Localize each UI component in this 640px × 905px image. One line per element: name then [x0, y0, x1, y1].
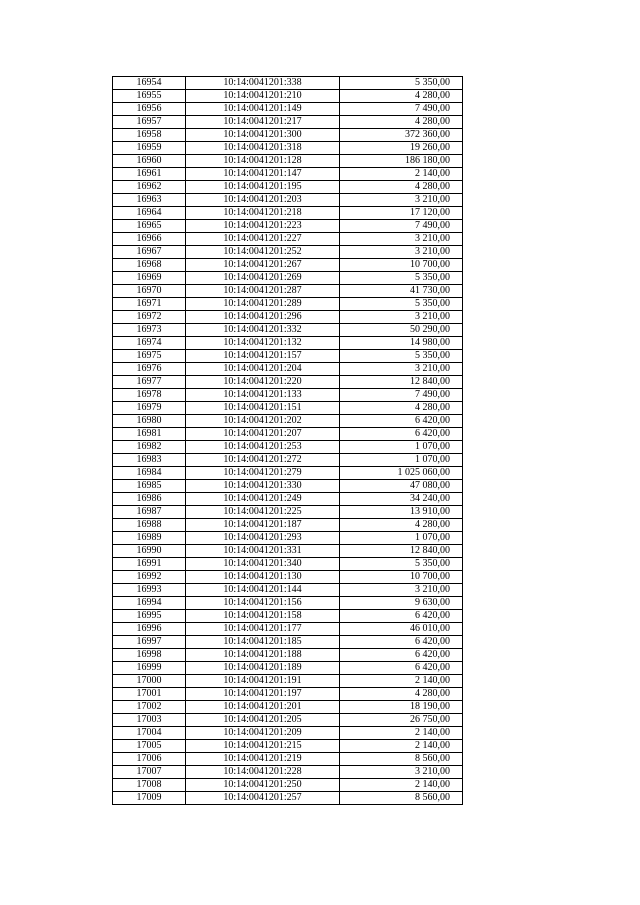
table-row	[113, 350, 463, 363]
table-row	[113, 766, 463, 779]
row-number-cell: 17008	[113, 779, 186, 792]
table-row	[113, 181, 463, 194]
cadastral-number-cell: 10:14:0041201:187	[186, 519, 340, 532]
value-cell: 7 490,00	[340, 220, 463, 233]
row-number-cell: 16977	[113, 376, 186, 389]
row-number-cell: 16957	[113, 116, 186, 129]
row-number-cell: 16990	[113, 545, 186, 558]
cadastral-number-cell: 10:14:0041201:149	[186, 103, 340, 116]
table-row	[113, 649, 463, 662]
value-cell: 6 420,00	[340, 415, 463, 428]
value-cell: 3 210,00	[340, 194, 463, 207]
value-cell: 6 420,00	[340, 428, 463, 441]
row-number-cell: 16985	[113, 480, 186, 493]
row-number-cell: 16967	[113, 246, 186, 259]
value-cell: 6 420,00	[340, 610, 463, 623]
cadastral-number-cell: 10:14:0041201:340	[186, 558, 340, 571]
value-cell: 12 840,00	[340, 376, 463, 389]
cadastral-number-cell: 10:14:0041201:332	[186, 324, 340, 337]
value-cell: 17 120,00	[340, 207, 463, 220]
value-cell: 5 350,00	[340, 558, 463, 571]
cadastral-number-cell: 10:14:0041201:272	[186, 454, 340, 467]
row-number-cell: 16954	[113, 77, 186, 90]
table-row	[113, 467, 463, 480]
value-cell: 50 290,00	[340, 324, 463, 337]
row-number-cell: 16972	[113, 311, 186, 324]
cadastral-number-cell: 10:14:0041201:201	[186, 701, 340, 714]
row-number-cell: 17007	[113, 766, 186, 779]
row-number-cell: 16980	[113, 415, 186, 428]
row-number-cell: 16968	[113, 259, 186, 272]
row-number-cell: 16995	[113, 610, 186, 623]
row-number-cell: 16993	[113, 584, 186, 597]
row-number-cell: 16987	[113, 506, 186, 519]
row-number-cell: 16961	[113, 168, 186, 181]
cadastral-number-cell: 10:14:0041201:210	[186, 90, 340, 103]
row-number-cell: 17002	[113, 701, 186, 714]
cadastral-number-cell: 10:14:0041201:318	[186, 142, 340, 155]
row-number-cell: 16963	[113, 194, 186, 207]
table-row	[113, 415, 463, 428]
value-cell: 2 140,00	[340, 727, 463, 740]
table-row	[113, 363, 463, 376]
row-number-cell: 16978	[113, 389, 186, 402]
cadastral-number-cell: 10:14:0041201:203	[186, 194, 340, 207]
table-row	[113, 142, 463, 155]
cadastral-number-cell: 10:14:0041201:205	[186, 714, 340, 727]
value-cell: 4 280,00	[340, 402, 463, 415]
row-number-cell: 16997	[113, 636, 186, 649]
cadastral-number-cell: 10:14:0041201:296	[186, 311, 340, 324]
value-cell: 46 010,00	[340, 623, 463, 636]
value-cell: 18 190,00	[340, 701, 463, 714]
cadastral-number-cell: 10:14:0041201:218	[186, 207, 340, 220]
table-row	[113, 506, 463, 519]
value-cell: 2 140,00	[340, 779, 463, 792]
table-row	[113, 753, 463, 766]
value-cell: 47 080,00	[340, 480, 463, 493]
row-number-cell: 16974	[113, 337, 186, 350]
row-number-cell: 16973	[113, 324, 186, 337]
table-row	[113, 233, 463, 246]
value-cell: 13 910,00	[340, 506, 463, 519]
cadastral-number-cell: 10:14:0041201:191	[186, 675, 340, 688]
cadastral-number-cell: 10:14:0041201:156	[186, 597, 340, 610]
value-cell: 19 260,00	[340, 142, 463, 155]
row-number-cell: 16960	[113, 155, 186, 168]
row-number-cell: 16989	[113, 532, 186, 545]
row-number-cell: 16981	[113, 428, 186, 441]
value-cell: 9 630,00	[340, 597, 463, 610]
value-cell: 2 140,00	[340, 740, 463, 753]
row-number-cell: 17004	[113, 727, 186, 740]
table-row	[113, 740, 463, 753]
table-row	[113, 727, 463, 740]
value-cell: 14 980,00	[340, 337, 463, 350]
value-cell: 4 280,00	[340, 90, 463, 103]
data-table	[112, 76, 463, 805]
table-row	[113, 389, 463, 402]
value-cell: 1 070,00	[340, 532, 463, 545]
row-number-cell: 17009	[113, 792, 186, 805]
table-row	[113, 558, 463, 571]
row-number-cell: 16979	[113, 402, 186, 415]
value-cell: 4 280,00	[340, 519, 463, 532]
row-number-cell: 16965	[113, 220, 186, 233]
table-row	[113, 311, 463, 324]
row-number-cell: 16971	[113, 298, 186, 311]
value-cell: 10 700,00	[340, 571, 463, 584]
cadastral-number-cell: 10:14:0041201:217	[186, 116, 340, 129]
table-row	[113, 402, 463, 415]
table-row	[113, 168, 463, 181]
row-number-cell: 16976	[113, 363, 186, 376]
row-number-cell: 16983	[113, 454, 186, 467]
cadastral-number-cell: 10:14:0041201:202	[186, 415, 340, 428]
cadastral-number-cell: 10:14:0041201:133	[186, 389, 340, 402]
cadastral-number-cell: 10:14:0041201:269	[186, 272, 340, 285]
cadastral-number-cell: 10:14:0041201:253	[186, 441, 340, 454]
table-row	[113, 272, 463, 285]
value-cell: 8 560,00	[340, 792, 463, 805]
value-cell: 8 560,00	[340, 753, 463, 766]
value-cell: 6 420,00	[340, 662, 463, 675]
row-number-cell: 16959	[113, 142, 186, 155]
table-row	[113, 636, 463, 649]
cadastral-number-cell: 10:14:0041201:130	[186, 571, 340, 584]
cadastral-number-cell: 10:14:0041201:249	[186, 493, 340, 506]
table-row	[113, 116, 463, 129]
table-row	[113, 246, 463, 259]
cadastral-number-cell: 10:14:0041201:257	[186, 792, 340, 805]
table-row	[113, 701, 463, 714]
value-cell: 2 140,00	[340, 675, 463, 688]
cadastral-number-cell: 10:14:0041201:177	[186, 623, 340, 636]
value-cell: 5 350,00	[340, 272, 463, 285]
row-number-cell: 17000	[113, 675, 186, 688]
cadastral-number-cell: 10:14:0041201:228	[186, 766, 340, 779]
row-number-cell: 17006	[113, 753, 186, 766]
cadastral-number-cell: 10:14:0041201:188	[186, 649, 340, 662]
table-row	[113, 285, 463, 298]
value-cell: 4 280,00	[340, 688, 463, 701]
value-cell: 2 140,00	[340, 168, 463, 181]
value-cell: 1 070,00	[340, 454, 463, 467]
cadastral-number-cell: 10:14:0041201:287	[186, 285, 340, 298]
cadastral-number-cell: 10:14:0041201:195	[186, 181, 340, 194]
value-cell: 3 210,00	[340, 363, 463, 376]
value-cell: 3 210,00	[340, 584, 463, 597]
row-number-cell: 16956	[113, 103, 186, 116]
cadastral-number-cell: 10:14:0041201:144	[186, 584, 340, 597]
row-number-cell: 17005	[113, 740, 186, 753]
value-cell: 6 420,00	[340, 649, 463, 662]
table-row	[113, 454, 463, 467]
table-row	[113, 714, 463, 727]
cadastral-number-cell: 10:14:0041201:227	[186, 233, 340, 246]
value-cell: 4 280,00	[340, 116, 463, 129]
table-row	[113, 571, 463, 584]
table-row	[113, 207, 463, 220]
row-number-cell: 16962	[113, 181, 186, 194]
cadastral-number-cell: 10:14:0041201:225	[186, 506, 340, 519]
cadastral-number-cell: 10:14:0041201:209	[186, 727, 340, 740]
row-number-cell: 17001	[113, 688, 186, 701]
table-row	[113, 77, 463, 90]
cadastral-number-cell: 10:14:0041201:204	[186, 363, 340, 376]
value-cell: 26 750,00	[340, 714, 463, 727]
cadastral-number-cell: 10:14:0041201:279	[186, 467, 340, 480]
table-row	[113, 90, 463, 103]
cadastral-number-cell: 10:14:0041201:220	[186, 376, 340, 389]
cadastral-number-cell: 10:14:0041201:250	[186, 779, 340, 792]
cadastral-number-cell: 10:14:0041201:331	[186, 545, 340, 558]
table-row	[113, 792, 463, 805]
row-number-cell: 16969	[113, 272, 186, 285]
table-row	[113, 688, 463, 701]
cadastral-number-cell: 10:14:0041201:197	[186, 688, 340, 701]
value-cell: 1 025 060,00	[340, 467, 463, 480]
value-cell: 7 490,00	[340, 389, 463, 402]
value-cell: 34 240,00	[340, 493, 463, 506]
value-cell: 372 360,00	[340, 129, 463, 142]
row-number-cell: 16998	[113, 649, 186, 662]
table-row	[113, 675, 463, 688]
table-row	[113, 779, 463, 792]
table-row	[113, 623, 463, 636]
row-number-cell: 17003	[113, 714, 186, 727]
value-cell: 3 210,00	[340, 311, 463, 324]
cadastral-number-cell: 10:14:0041201:132	[186, 337, 340, 350]
table-row	[113, 129, 463, 142]
value-cell: 3 210,00	[340, 766, 463, 779]
cadastral-number-cell: 10:14:0041201:330	[186, 480, 340, 493]
table-row	[113, 428, 463, 441]
table-row	[113, 532, 463, 545]
table-row	[113, 480, 463, 493]
table-row	[113, 259, 463, 272]
table-row	[113, 155, 463, 168]
value-cell: 1 070,00	[340, 441, 463, 454]
cadastral-number-cell: 10:14:0041201:215	[186, 740, 340, 753]
cadastral-number-cell: 10:14:0041201:128	[186, 155, 340, 168]
row-number-cell: 16958	[113, 129, 186, 142]
row-number-cell: 16999	[113, 662, 186, 675]
cadastral-number-cell: 10:14:0041201:189	[186, 662, 340, 675]
cadastral-number-cell: 10:14:0041201:293	[186, 532, 340, 545]
row-number-cell: 16994	[113, 597, 186, 610]
row-number-cell: 16984	[113, 467, 186, 480]
row-number-cell: 16964	[113, 207, 186, 220]
cadastral-number-cell: 10:14:0041201:267	[186, 259, 340, 272]
table-row	[113, 194, 463, 207]
row-number-cell: 16970	[113, 285, 186, 298]
row-number-cell: 16996	[113, 623, 186, 636]
table-row	[113, 584, 463, 597]
row-number-cell: 16992	[113, 571, 186, 584]
value-cell: 7 490,00	[340, 103, 463, 116]
table-row	[113, 597, 463, 610]
value-cell: 3 210,00	[340, 246, 463, 259]
row-number-cell: 16955	[113, 90, 186, 103]
table-row	[113, 662, 463, 675]
cadastral-number-cell: 10:14:0041201:289	[186, 298, 340, 311]
row-number-cell: 16975	[113, 350, 186, 363]
row-number-cell: 16991	[113, 558, 186, 571]
cadastral-number-cell: 10:14:0041201:223	[186, 220, 340, 233]
cadastral-number-cell: 10:14:0041201:151	[186, 402, 340, 415]
row-number-cell: 16986	[113, 493, 186, 506]
table-row	[113, 519, 463, 532]
table-row	[113, 545, 463, 558]
table-row	[113, 103, 463, 116]
cadastral-number-cell: 10:14:0041201:338	[186, 77, 340, 90]
table-row	[113, 220, 463, 233]
value-cell: 12 840,00	[340, 545, 463, 558]
cadastral-number-cell: 10:14:0041201:252	[186, 246, 340, 259]
value-cell: 3 210,00	[340, 233, 463, 246]
value-cell: 186 180,00	[340, 155, 463, 168]
row-number-cell: 16982	[113, 441, 186, 454]
cadastral-number-cell: 10:14:0041201:219	[186, 753, 340, 766]
table-row	[113, 376, 463, 389]
table-row	[113, 298, 463, 311]
row-number-cell: 16988	[113, 519, 186, 532]
table-body	[113, 77, 463, 805]
row-number-cell: 16966	[113, 233, 186, 246]
value-cell: 41 730,00	[340, 285, 463, 298]
cadastral-number-cell: 10:14:0041201:300	[186, 129, 340, 142]
table-row	[113, 324, 463, 337]
cadastral-number-cell: 10:14:0041201:157	[186, 350, 340, 363]
table-row	[113, 337, 463, 350]
value-cell: 5 350,00	[340, 77, 463, 90]
cadastral-number-cell: 10:14:0041201:158	[186, 610, 340, 623]
cadastral-number-cell: 10:14:0041201:147	[186, 168, 340, 181]
cadastral-number-cell: 10:14:0041201:207	[186, 428, 340, 441]
value-cell: 5 350,00	[340, 350, 463, 363]
table-row	[113, 493, 463, 506]
cadastral-number-cell: 10:14:0041201:185	[186, 636, 340, 649]
value-cell: 10 700,00	[340, 259, 463, 272]
value-cell: 6 420,00	[340, 636, 463, 649]
value-cell: 5 350,00	[340, 298, 463, 311]
table-row	[113, 441, 463, 454]
value-cell: 4 280,00	[340, 181, 463, 194]
table-row	[113, 610, 463, 623]
